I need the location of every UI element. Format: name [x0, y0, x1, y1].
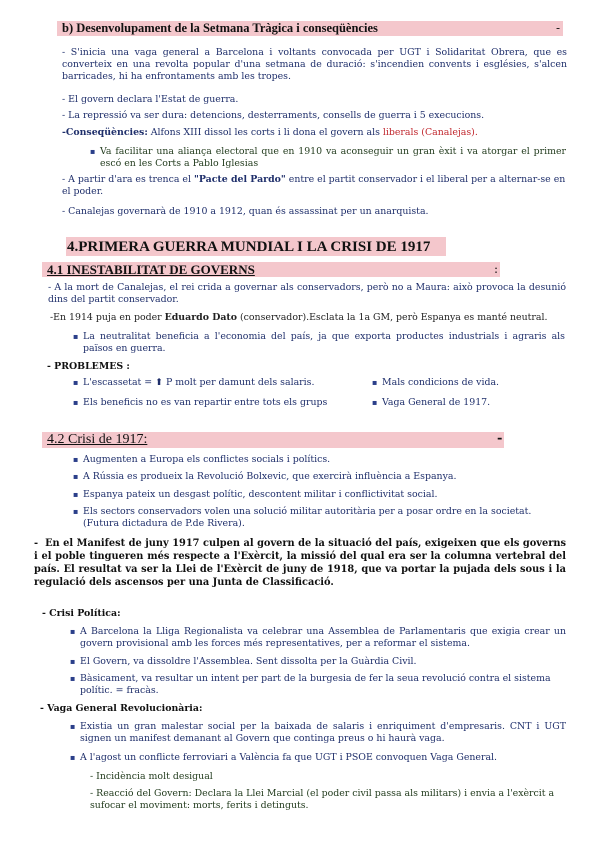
- manifest-paragraph: - En el Manifest de juny 1917 culpen al govern de la situació del país, exigeixen que els governs i el poble tingueren més respecte a l'Exèrcit, la missió del qual era ser la columna vertebral del país. El resultat va ser la Llei de l'Exèrcit de juny de 1918, que va portar la pujada dels sous i la regulació dels ascensos per una Junta de Classificació.: [34, 538, 566, 588]
- problems-label: - PROBLEMES :: [47, 361, 130, 372]
- manifest-text: En el Manifest de juny 1917 culpen al govern de la situació del país, exigeixen que els governs i el poble tingueren més respecte a l'Exèrcit, la missió del qual era ser la columna vertebral del país. El resultat va ser la Llei de l'Exèrcit de juny de 1918, que va portar la pujada dels sous i la regulació dels ascensos per una Junta de Classificació.: [34, 538, 566, 588]
- section-41-title: 4.1 INESTABILITAT DE GOVERNS: [47, 262, 255, 277]
- section-42-title: 4.2 Crisi de 1917:: [47, 432, 148, 447]
- strike-subitem: - Reacció del Govern: Declara la Llei Marcial (el poder civil passa als militars) i envia a l'exèrcit a sufocar el moviment: morts, ferits i detinguts.: [90, 788, 555, 811]
- pardo-text-c: entre el partit conservador i el liberal per a alternar-se en el poder.: [62, 174, 566, 197]
- pardo-text-a: - A partir d'ara es trenca el: [62, 174, 194, 185]
- crisis-item: ▪ A Rússia es produeix la Revolució Bolxevic, que exercirà influència a Espanya.: [83, 471, 456, 483]
- political-item: ▪ Bàsicament, va resultar un intent per part de la burgesia de fer la seua revolució contra el sistema polític. = fracàs.: [80, 673, 566, 697]
- political-item: ▪ A Barcelona la Lliga Regionalista va celebrar una Assemblea de Parlamentaris que exigia crear un govern provisional amb les forces més representatives, per a reformar el sistema.: [80, 626, 566, 650]
- section-b-title: b) Desenvolupament de la Setmana Tràgica i conseqüències: [62, 21, 378, 35]
- paragraph: - S'inicia una vaga general a Barcelona i voltants convocada per UGT i Solidaritat Obrera, que es converteix en una revolta popular d'una setmana de duració: s'incendien convents i esglésies, s'alcen barricades, hi ha enfrontaments amb les tropes.: [62, 47, 567, 82]
- liberals-text: liberals (Canalejas).: [382, 127, 478, 138]
- problem-item: ▪ Els beneficis no es van repartir entre tots els grups: [83, 397, 327, 409]
- dato-name: Eduardo Dato: [164, 312, 238, 323]
- paragraph: - El govern declara l'Estat de guerra.: [62, 94, 239, 105]
- crisis-item: ▪ Espanya pateix un desgast polític, descontent militar i conflictivitat social.: [83, 489, 437, 501]
- list-item: ▪ La neutralitat beneficia a l'economia del país, ja que exporta productes industrials i agraris als països en guerra.: [83, 331, 565, 355]
- problem-item: ▪ Vaga General de 1917.: [382, 397, 490, 409]
- dato-paragraph: [50, 312, 565, 324]
- consequences-text: Alfons XIII dissol les corts i li dona el govern als: [147, 127, 383, 138]
- strike-subitem: - Incidència molt desigual: [90, 771, 213, 782]
- problem-item: ▪ Mals condicions de vida.: [382, 377, 499, 389]
- crisis-item: ▪ Augmenten a Europa els conflictes socials i polítics.: [83, 454, 330, 466]
- consequences-label: -Conseqüències:: [62, 127, 148, 138]
- paragraph: - A la mort de Canalejas, el rei crida a governar als conservadors, però no a Maura: això provoca la desunió dins del partit conservador.: [48, 282, 566, 305]
- crisis-item: ▪ Els sectors conservadors volen una solució militar autoritària per a posar ordre en la societat. (Futura dictadura de P.de Rivera).: [83, 506, 568, 530]
- section-b-dash: -: [556, 21, 561, 35]
- section-41-colon: :: [494, 262, 499, 276]
- paragraph-text: A la mort de Canalejas, el rei crida a governar als conservadors, però no a Maura: això provoca la desunió dins del partit conservador.: [48, 282, 566, 305]
- list-item: ▪ Va facilitar una aliança electoral que en 1910 va aconseguir un gran èxit i va atorgar el primer escó en les Corts a Pablo Iglesias: [100, 146, 566, 170]
- dato-text-c: (conservador).Esclata la 1a GM, però Espanya es manté neutral.: [237, 312, 548, 323]
- general-strike-label: - Vaga General Revolucionària:: [40, 703, 203, 714]
- section-42-dash: -: [497, 431, 503, 446]
- strike-item: ▪ Existia un gran malestar social per la baixada de salaris i enriquiment d'empresaris. CNT i UGT signen un manifest demanant al Govern que continga preus o hi haurà vaga.: [80, 721, 566, 745]
- pardo-pact: "Pacte del Pardo": [193, 174, 286, 185]
- pardo-paragraph: [62, 174, 567, 198]
- section-4-title: 4.PRIMERA GUERRA MUNDIAL I LA CRISI DE 1917: [67, 239, 431, 255]
- dato-text-a: -En 1914 puja en poder: [50, 312, 165, 323]
- paragraph: - La repressió va ser dura: detencions, desterraments, consells de guerra i 5 execucions.: [62, 110, 485, 121]
- political-crisis-label: - Crisi Política:: [42, 608, 121, 619]
- paragraph: - Canalejas governarà de 1910 a 1912, quan és assassinat per un anarquista.: [62, 206, 429, 217]
- consequences-paragraph: [62, 127, 567, 139]
- problem-item: ▪ L'escassetat = ⬆ P molt per damunt dels salaris.: [83, 377, 314, 389]
- political-item: ▪ El Govern, va dissoldre l'Assemblea. Sent dissolta per la Guàrdia Civil.: [80, 656, 566, 668]
- strike-item: ▪ A l'agost un conflicte ferroviari a València fa que UGT i PSOE convoquen Vaga General.: [80, 752, 566, 764]
